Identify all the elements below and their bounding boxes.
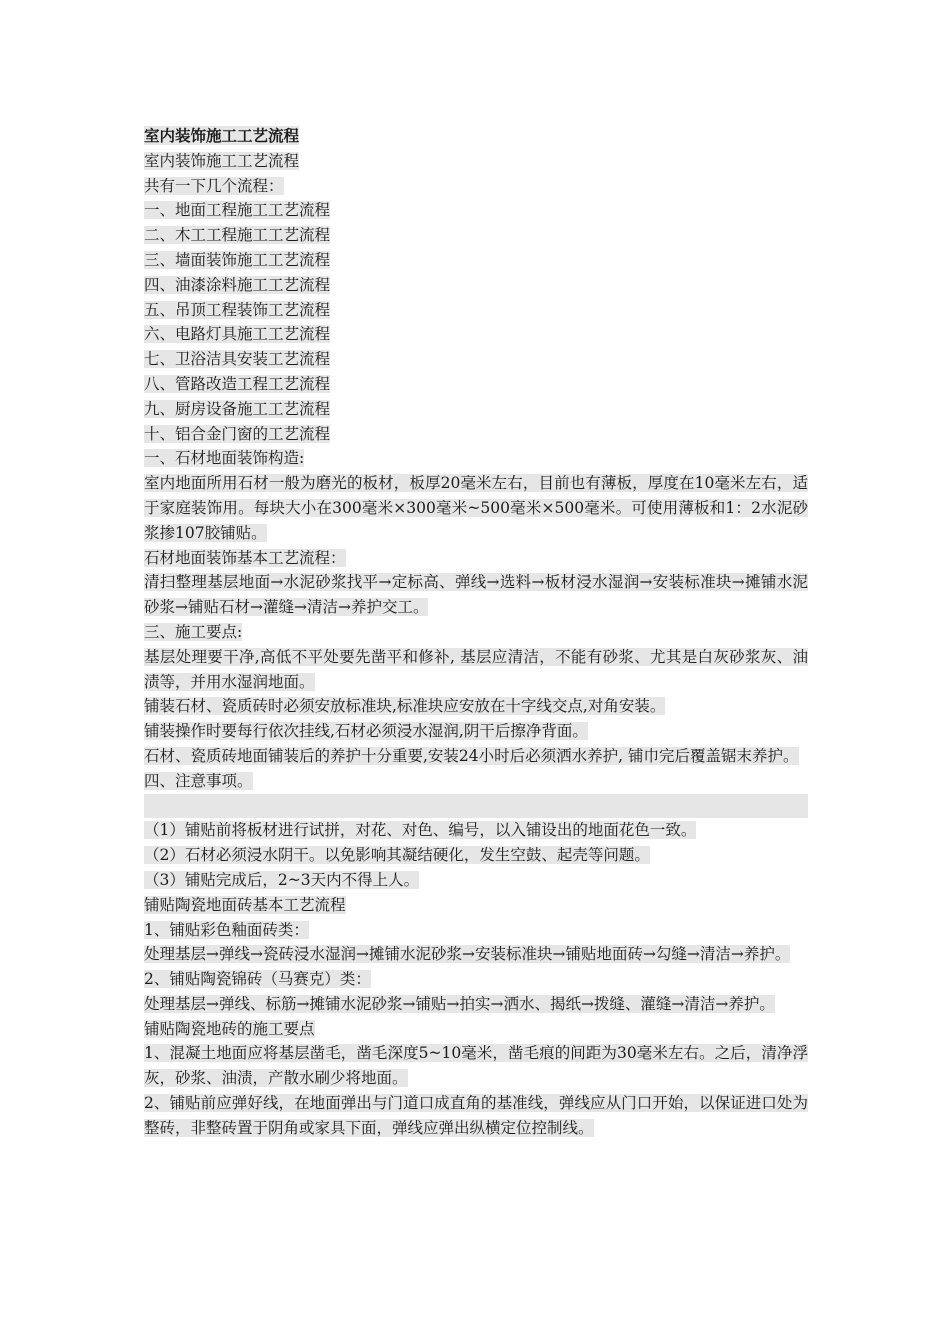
paragraph-text: 石材地面装饰基本工艺流程： xyxy=(144,548,346,567)
document-body xyxy=(144,124,808,1141)
paragraph-text: 十、铝合金门窗的工艺流程 xyxy=(144,424,331,443)
paragraph-text: 基层处理要干净,高低不平处要先凿平和修补, 基层应清洁，不能有砂浆、尤其是白灰砂浆灰、油渍等，并用水湿润地面。 xyxy=(144,647,808,691)
paragraph xyxy=(144,149,808,174)
document-title xyxy=(144,124,808,149)
paragraph-text: 四、油漆涂料施工工艺流程 xyxy=(144,275,331,294)
paragraph-text: 处理基层→弹线、标筋→摊铺水泥砂浆→铺贴→拍实→洒水、揭纸→拨缝、灌缝→清洁→养护。 xyxy=(144,994,775,1013)
paragraph xyxy=(144,198,808,223)
paragraph-text: 室内装饰施工工艺流程 xyxy=(144,151,300,170)
paragraph xyxy=(144,347,808,372)
paragraph xyxy=(144,893,808,918)
paragraph-text: 一、石材地面装饰构造: xyxy=(144,449,305,468)
paragraph-list xyxy=(144,149,808,1141)
paragraph-text: 七、卫浴洁具安装工艺流程 xyxy=(144,350,331,369)
paragraph-text: 三、施工要点: xyxy=(144,622,243,641)
paragraph-text: 处理基层→弹线→瓷砖浸水湿润→摊铺水泥砂浆→安装标准块→铺贴地面砖→勾缝→清洁→养护。 xyxy=(144,945,791,964)
document-title-text: 室内装饰施工工艺流程 xyxy=(144,126,300,145)
paragraph xyxy=(144,471,808,545)
paragraph-text: （3）铺贴完成后，2~3天内不得上人。 xyxy=(144,870,420,889)
paragraph xyxy=(144,620,808,645)
paragraph xyxy=(144,967,808,992)
paragraph xyxy=(144,645,808,695)
paragraph xyxy=(144,769,808,794)
paragraph-text: 铺装操作时要每行依次挂线,石材必须浸水湿润,阴干后擦净背面。 xyxy=(144,722,588,741)
paragraph-text: （1）铺贴前将板材进行试拼，对花、对色、编号，以入铺设出的地面花色一致。 xyxy=(144,821,697,840)
paragraph-text: 清扫整理基层地面→水泥砂浆找平→定标高、弹线→选料→板材浸水湿润→安装标准块→摊铺水泥砂浆→铺贴石材→灌缝→清洁→养护交工。 xyxy=(144,573,808,617)
paragraph xyxy=(144,546,808,571)
paragraph-text: 一、地面工程施工工艺流程 xyxy=(144,201,331,220)
paragraph xyxy=(144,942,808,967)
paragraph xyxy=(144,248,808,273)
paragraph xyxy=(144,446,808,471)
blank-line xyxy=(144,794,808,819)
paragraph-text: （2）石材必须浸水阴干。以免影响其凝结硬化，发生空鼓、起壳等问题。 xyxy=(144,846,650,865)
paragraph xyxy=(144,273,808,298)
paragraph xyxy=(144,570,808,620)
paragraph xyxy=(144,744,808,769)
paragraph-text: 六、电路灯具施工工艺流程 xyxy=(144,325,331,344)
paragraph xyxy=(144,694,808,719)
paragraph-text: 1、铺贴彩色釉面砖类： xyxy=(144,920,309,939)
paragraph-text: 四、注意事项。 xyxy=(144,771,253,790)
paragraph-text: 铺贴陶瓷地面砖基本工艺流程 xyxy=(144,895,346,914)
paragraph-text: 五、吊顶工程装饰工艺流程 xyxy=(144,300,331,319)
paragraph-text: 室内地面所用石材一般为磨光的板材，板厚20毫米左右，目前也有薄板，厚度在10毫米左右，适于家庭装饰用。每块大小在300毫米×300毫米~500毫米×500毫米。可使用薄板和1：2水泥砂浆掺107胶铺贴。 xyxy=(144,474,808,542)
paragraph xyxy=(144,1091,808,1141)
paragraph xyxy=(144,174,808,199)
paragraph xyxy=(144,223,808,248)
paragraph xyxy=(144,397,808,422)
paragraph xyxy=(144,868,808,893)
paragraph xyxy=(144,992,808,1017)
paragraph xyxy=(144,818,808,843)
paragraph-text: 1、混凝土地面应将基层凿毛，凿毛深度5~10毫米，凿毛痕的间距为30毫米左右。之后，清净浮灰，砂浆、油渍，产散水刷少将地面。 xyxy=(144,1044,808,1088)
paragraph-text: 2、铺贴陶瓷锦砖（马赛克）类： xyxy=(144,970,371,989)
paragraph xyxy=(144,1041,808,1091)
paragraph-text: 铺装石材、瓷质砖时必须安放标准块,标准块应安放在十字线交点,对角安装。 xyxy=(144,697,666,716)
paragraph-text: 石材、瓷质砖地面铺装后的养护十分重要,安装24小时后必须洒水养护, 铺巾完后覆盖锯末养护。 xyxy=(144,746,799,765)
paragraph xyxy=(144,843,808,868)
paragraph xyxy=(144,372,808,397)
paragraph xyxy=(144,298,808,323)
paragraph-text: 共有一下几个流程： xyxy=(144,176,284,195)
paragraph xyxy=(144,422,808,447)
paragraph-text: 2、铺贴前应弹好线，在地面弹出与门道口成直角的基准线，弹线应从门口开始，以保证进口处为整砖，非整砖置于阴角或家具下面，弹线应弹出纵横定位控制线。 xyxy=(144,1094,808,1137)
paragraph-text: 八、管路改造工程工艺流程 xyxy=(144,374,331,393)
paragraph-text: 三、墙面装饰施工工艺流程 xyxy=(144,250,331,269)
paragraph-text: 铺贴陶瓷地砖的施工要点 xyxy=(144,1019,315,1038)
paragraph xyxy=(144,918,808,943)
paragraph-text: 九、厨房设备施工工艺流程 xyxy=(144,399,331,418)
paragraph-text: 二、木工工程施工工艺流程 xyxy=(144,226,331,245)
paragraph xyxy=(144,1017,808,1042)
paragraph xyxy=(144,719,808,744)
paragraph xyxy=(144,322,808,347)
